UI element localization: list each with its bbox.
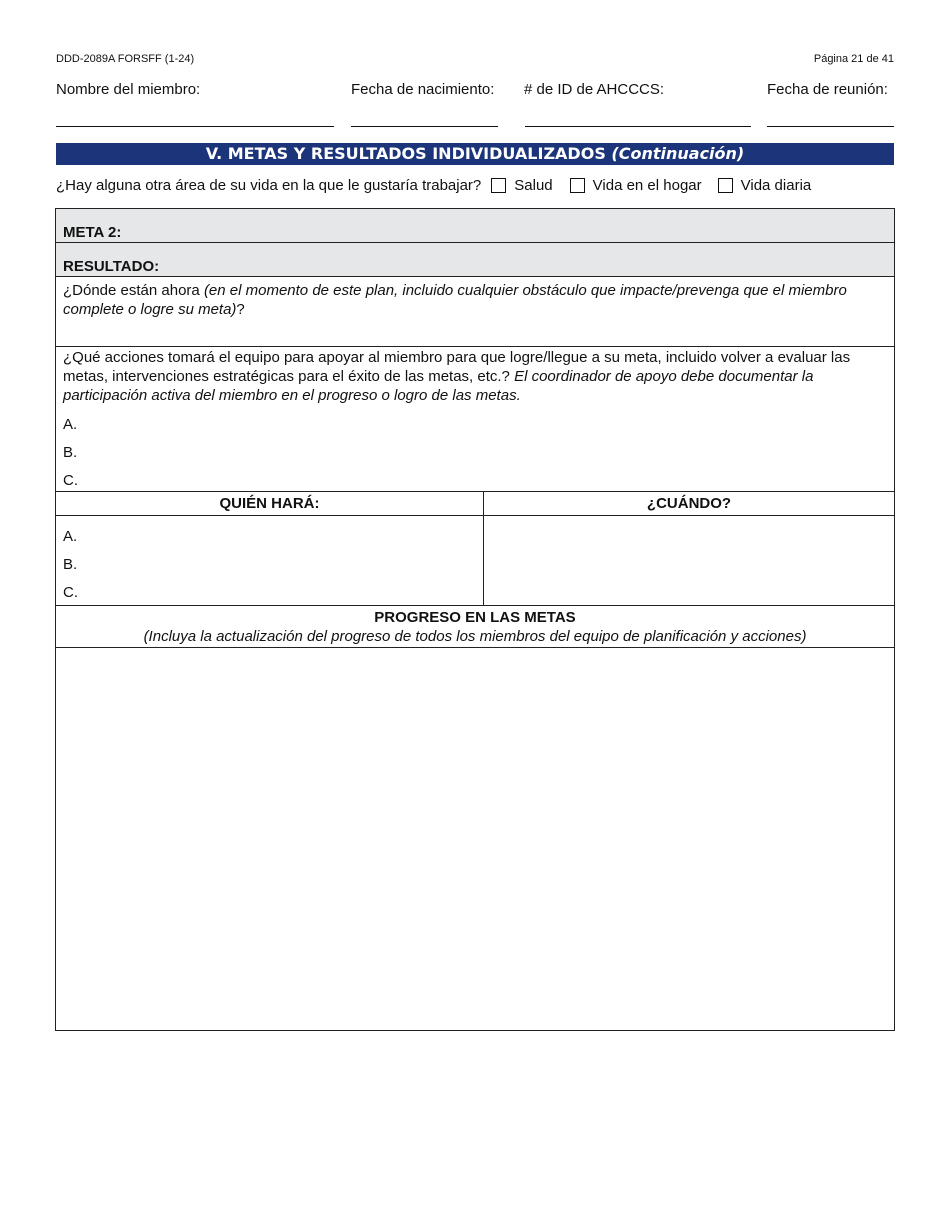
current-status-row[interactable] [56,277,894,347]
page-number: Página 21 de 41 [813,53,894,65]
current-status-suffix: ? [236,301,245,318]
actions-text: ¿Qué acciones tomará el equipo para apoyar al miembro para que logre/llegue a su meta, incluido volver a evaluar las metas, intervenciones estratégicas para el éxito de las metas, etc.? [63,349,851,385]
checkbox-vida-hogar[interactable] [570,178,585,193]
action-letter-c: C. [63,472,78,489]
checkbox-salud[interactable] [491,178,506,193]
who-when-header-row [56,492,894,516]
section-banner [56,143,894,165]
actions-prompt [63,348,885,405]
birth-date-field[interactable] [351,126,498,127]
progress-title: PROGRESO EN LAS METAS [374,609,576,626]
who-letter-a: A. [63,528,78,545]
action-letter-a: A. [63,416,78,433]
member-name-label: Nombre del miembro: [56,81,201,98]
section-subtitle: (Continuación) [611,144,745,163]
goal-table [55,208,895,1031]
question-text: ¿Hay alguna otra área de su vida en la que le gustaría trabajar? [56,177,482,194]
member-name-field[interactable] [56,126,334,127]
progress-entry-area[interactable] [56,648,894,1030]
meeting-date-field[interactable] [767,126,894,127]
who-letter-c: C. [63,584,78,601]
progress-header-row [56,606,894,648]
action-letter-b: B. [63,444,78,461]
checkbox-vida-diaria[interactable] [718,178,733,193]
birth-date-label: Fecha de nacimiento: [351,81,495,98]
ahcccs-id-label: # de ID de AHCCCS: [524,81,665,98]
who-letter-b: B. [63,556,78,573]
current-status-text: ¿Dónde están ahora [63,282,204,299]
option-vida-diaria-label: Vida diaria [740,177,812,194]
ahcccs-id-field[interactable] [525,126,751,127]
result-label: RESULTADO: [63,258,160,275]
goal-label: META 2: [63,224,122,241]
current-status-prompt [63,281,885,319]
who-cell[interactable] [56,516,483,605]
section-title: V. METAS Y RESULTADOS INDIVIDUALIZADOS [205,144,606,163]
current-status-italic: (en el momento de este plan, incluido cualquier obstáculo que impacte/prevenga que el miembro complete o logre su meta) [63,282,847,318]
when-cell[interactable] [484,516,894,605]
option-salud-label: Salud [514,177,553,194]
meeting-date-label: Fecha de reunión: [767,81,888,98]
actions-row[interactable] [56,347,894,492]
progress-note: (Incluya la actualización del progreso de todos los miembros del equipo de planificación y acciones) [143,628,807,645]
who-when-body-row [56,516,894,606]
option-vida-hogar-label: Vida en el hogar [592,177,702,194]
form-id: DDD-2089A FORSFF (1-24) [56,53,195,65]
result-row[interactable] [56,243,894,277]
goal-row[interactable] [56,209,894,243]
when-header: ¿CUÁNDO? [646,495,732,512]
life-area-question [56,177,811,194]
who-header: QUIÉN HARÁ: [219,495,320,512]
actions-italic: El coordinador de apoyo debe documentar la participación activa del miembro en el progreso o logro de las metas. [63,368,814,404]
